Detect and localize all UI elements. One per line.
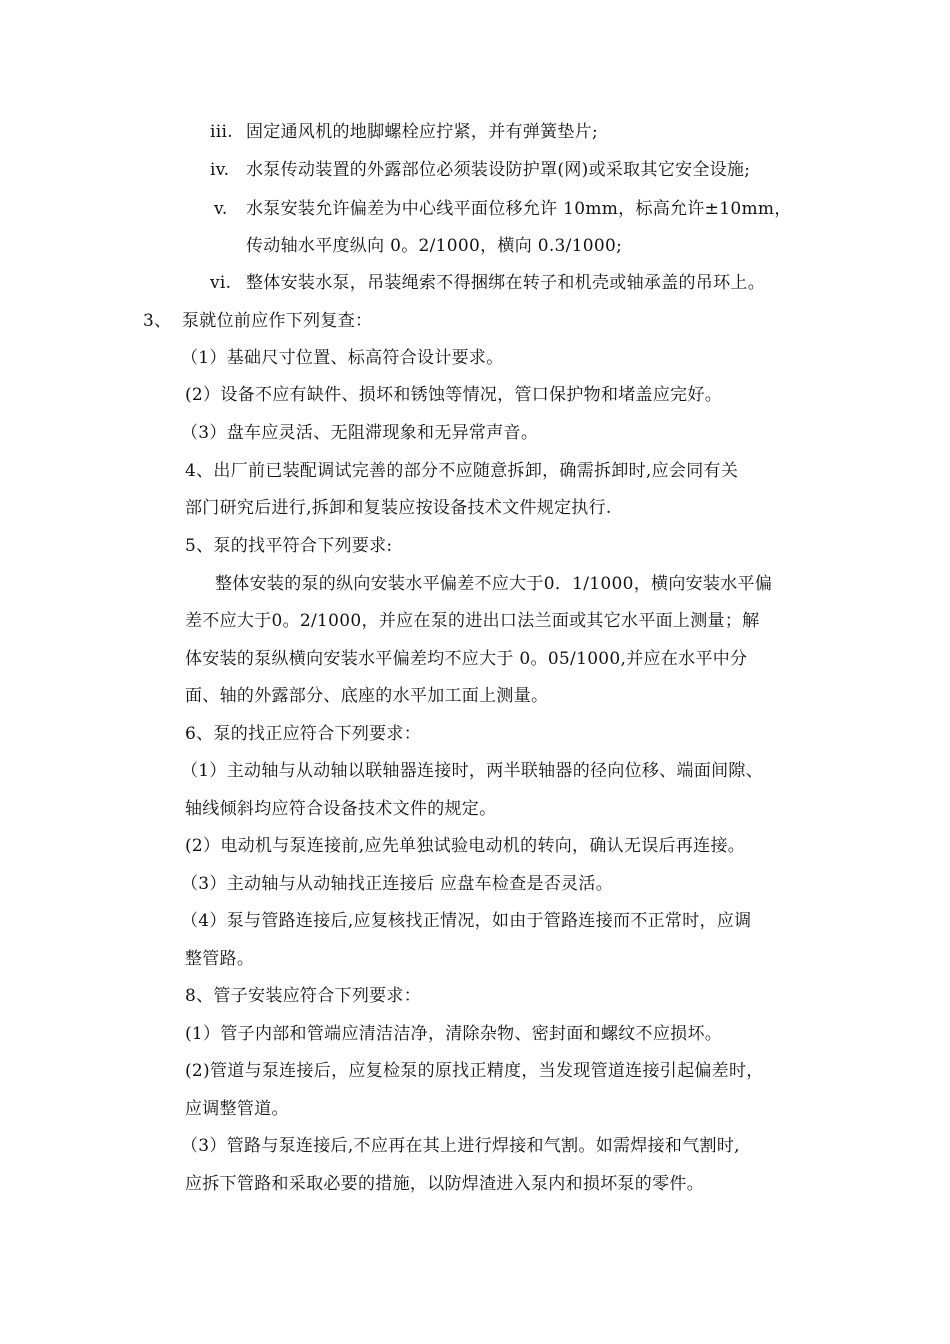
item-text: 整体安装水泵，吊装绳索不得捆绑在转子和机壳或轴承盖的吊环上。 — [246, 273, 765, 293]
section-8-line-2: (2)管道与泵连接后，应复检泵的原找正精度，当发现管道连接引起偏差时， — [185, 1061, 764, 1081]
section-4-line-1: 4、出厂前已装配调试完善的部分不应随意拆卸，确需拆卸时,应会同有关 — [185, 461, 739, 481]
section-3-heading — [143, 310, 372, 332]
install-item-vi — [210, 272, 765, 294]
section-heading-text: 泵就位前应作下列复查： — [182, 311, 373, 331]
section-5-para-line-4: 面、轴的外露部分、底座的水平加工面上测量。 — [185, 686, 549, 706]
section-6-line-4: （3）主动轴与从动轴找正连接后 应盘车检查是否灵活。 — [181, 874, 614, 894]
item-text: 水泵安装允许偏差为中心线平面位移允许 10mm，标高允许±10mm， — [246, 199, 792, 219]
section-6-line-3: (2）电动机与泵连接前,应先单独试验电动机的转向，确认无误后再连接。 — [185, 836, 746, 856]
section-5-para-line-1: 整体安装的泵的纵向安装水平偏差不应大于0．1/1000，横向安装水平偏 — [215, 574, 773, 594]
section-8-line-1: (1）管子内部和管端应清洁洁净，清除杂物、密封面和螺纹不应损坏。 — [185, 1024, 723, 1044]
section-5-heading: 5、泵的找平符合下列要求: — [185, 536, 393, 556]
section-6-line-2: 轴线倾斜均应符合设备技术文件的规定。 — [185, 799, 497, 819]
section-8-line-3: 应调整管道。 — [185, 1099, 289, 1119]
install-item-v — [214, 198, 792, 220]
section-number: 3、 — [143, 311, 172, 331]
install-item-v-continued: 传动轴水平度纵向 0。2/1000，横向 0.3/1000; — [246, 236, 623, 256]
section-3-item-3: （3）盘车应灵活、无阻滞现象和无异常声音。 — [181, 423, 539, 443]
item-text: 固定通风机的地脚螺栓应拧紧，并有弹簧垫片; — [246, 122, 599, 142]
item-numeral: iii. — [210, 122, 233, 142]
section-8-line-5: 应拆下管路和采取必要的措施，以防焊渣进入泵内和损坏泵的零件。 — [185, 1174, 704, 1194]
item-numeral: v. — [214, 199, 228, 219]
install-item-iii — [210, 121, 598, 143]
section-3-item-2: (2）设备不应有缺件、损坏和锈蚀等情况，管口保护物和堵盖应完好。 — [185, 385, 723, 405]
section-6-line-1: （1）主动轴与从动轴以联轴器连接时，两半联轴器的径向位移、端面间隙、 — [181, 761, 764, 781]
item-numeral: iv. — [210, 160, 230, 180]
section-6-line-6: 整管路。 — [185, 949, 255, 969]
section-6-line-5: （4）泵与管路连接后,应复核找正情况，如由于管路连接而不正常时，应调 — [181, 911, 752, 931]
section-6-heading: 6、泵的找正应符合下列要求： — [185, 724, 422, 744]
install-item-iv — [210, 159, 750, 181]
section-4-line-2: 部门研究后进行,拆卸和复装应按设备技术文件规定执行. — [185, 498, 612, 518]
section-8-line-4: （3）管路与泵连接后,不应再在其上进行焊接和气割。如需焊接和气割时, — [181, 1136, 740, 1156]
item-numeral: vi. — [210, 273, 232, 293]
section-3-item-1: （1）基础尺寸位置、标高符合设计要求。 — [181, 348, 504, 368]
section-5-para-line-3: 体安装的泵纵横向安装水平偏差均不应大于 0。05/1000,并应在水平中分 — [185, 649, 748, 669]
section-8-heading: 8、管子安装应符合下列要求： — [185, 986, 422, 1006]
item-text: 水泵传动装置的外露部位必须装设防护罩(网)或采取其它安全设施; — [246, 160, 751, 180]
section-5-para-line-2: 差不应大于0。2/1000，并应在泵的进出口法兰面或其它水平面上测量；解 — [185, 611, 760, 631]
